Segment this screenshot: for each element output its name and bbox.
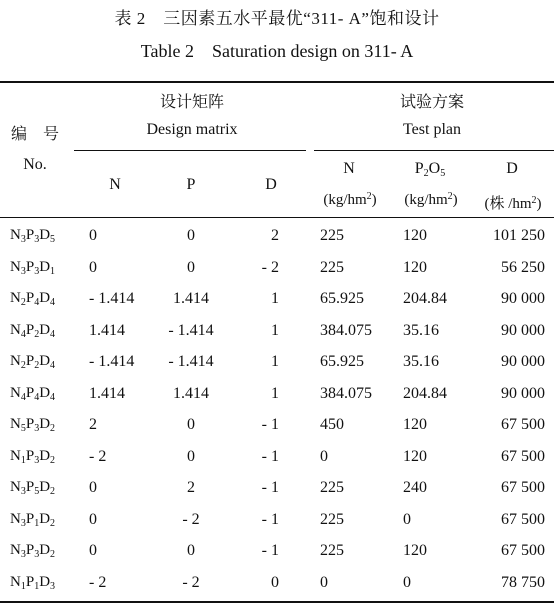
row-code-level: 3	[34, 549, 40, 560]
row-code-letter: D	[39, 416, 51, 432]
row-code	[10, 385, 55, 402]
cell-plan-p2o5: 120	[403, 542, 427, 559]
row-code-letter: N	[10, 258, 21, 275]
row-code-letter: P	[25, 573, 35, 590]
row-code-level: 3	[20, 549, 26, 560]
cell-matrix-d: 2	[271, 227, 279, 244]
row-code-level: 3	[34, 265, 40, 277]
cell-matrix-p: 0	[187, 227, 195, 244]
row-code-letter: P	[25, 321, 35, 338]
row-code-letter: D	[39, 290, 51, 306]
cell-matrix-n: - 2	[89, 573, 107, 591]
cell-plan-p2o5: 120	[403, 227, 427, 244]
cell-matrix-n: 0	[89, 258, 97, 276]
cell-plan-n: 225	[320, 510, 344, 528]
header-plan-p2o5: $P_2O_5$	[414, 160, 446, 179]
row-code-letter: D	[39, 227, 51, 243]
cell-plan-d: 90 000	[501, 353, 545, 370]
row-code-letter: P	[25, 258, 35, 275]
unit-d: (株 $/hm^2$)	[484, 195, 542, 212]
row-code-level: 3	[50, 580, 56, 592]
row-code-letter: D	[39, 321, 51, 338]
row-code-level: 4	[34, 391, 40, 403]
row-code-letter: N	[10, 290, 21, 306]
row-code-letter: N	[10, 510, 21, 527]
cell-plan-n: 384.075	[320, 321, 372, 339]
row-code-letter: P	[25, 416, 35, 432]
header-no-en: No.	[23, 156, 47, 173]
header-no-zh: 编 号	[10, 126, 60, 143]
row-code-letter: N	[10, 321, 21, 338]
cell-plan-n: 65.925	[320, 290, 364, 307]
cell-plan-d: 101 250	[493, 227, 545, 244]
cell-plan-d: 78 750	[501, 573, 545, 591]
cell-matrix-d: - 1	[261, 416, 279, 433]
row-code	[10, 448, 55, 465]
row-code-letter: D	[39, 258, 51, 275]
cell-matrix-p: 2	[187, 479, 195, 496]
cell-plan-n: 450	[320, 416, 344, 433]
unit-n: $(kg/hm^2)$	[323, 191, 377, 208]
table-caption-zh: 表 2 三因素五水平最优“311- A”饱和设计	[114, 9, 440, 28]
row-code-level: 3	[34, 423, 40, 434]
cell-plan-p2o5: 120	[403, 416, 427, 433]
row-code-level: 1	[20, 580, 26, 592]
cell-plan-d: 67 500	[501, 510, 545, 528]
cell-plan-n: 225	[320, 227, 344, 244]
plan-underline	[314, 150, 554, 151]
cell-plan-n: 0	[320, 573, 328, 591]
cell-plan-d: 67 500	[501, 447, 545, 465]
row-code-letter: N	[10, 542, 21, 558]
row-code-level: 5	[20, 423, 26, 434]
cell-plan-p2o5: 204.84	[403, 384, 447, 402]
cell-matrix-d: 1	[271, 384, 279, 402]
cell-plan-p2o5: 120	[403, 447, 427, 465]
row-code-letter: P	[25, 384, 35, 401]
table-caption-en: Table 2 Saturation design on 311- A	[140, 41, 414, 61]
header-matrix-en: Design matrix	[146, 121, 238, 138]
cell-plan-n: 225	[320, 479, 344, 496]
cell-plan-n: 225	[320, 258, 344, 276]
row-code-level: 4	[20, 391, 26, 403]
cell-matrix-n: - 2	[89, 447, 107, 465]
row-code-level: 2	[34, 360, 40, 371]
row-code-level: 5	[34, 486, 40, 497]
row-code-level: 2	[20, 360, 26, 371]
cell-plan-p2o5: 120	[403, 258, 427, 276]
cell-plan-d: 90 000	[501, 321, 545, 339]
row-code-letter: P	[25, 290, 35, 306]
row-code-level: 1	[34, 517, 40, 529]
bottom-rule	[0, 601, 554, 603]
cell-matrix-d: 1	[271, 321, 279, 339]
cell-matrix-n: 0	[89, 510, 97, 528]
row-code-level: 1	[50, 265, 56, 277]
row-code-level: 2	[50, 486, 56, 497]
row-code-level: 3	[20, 517, 26, 529]
row-code-level: 2	[50, 517, 56, 529]
cell-matrix-p: 0	[187, 258, 195, 276]
row-code-letter: N	[10, 353, 21, 369]
row-code	[10, 574, 55, 591]
row-code	[10, 259, 55, 276]
row-code-level: 4	[50, 328, 56, 340]
cell-plan-d: 67 500	[501, 542, 545, 559]
cell-plan-n: 225	[320, 542, 344, 559]
row-code-letter: N	[10, 227, 21, 243]
unit-p2o5: $(kg/hm^2)$	[404, 191, 458, 208]
row-code-level: 4	[34, 297, 40, 308]
row-code	[10, 227, 55, 244]
header-plan-zh: 试验方案	[399, 94, 465, 111]
cell-plan-d: 67 500	[501, 416, 545, 433]
cell-matrix-p: 0	[187, 542, 195, 559]
cell-plan-p2o5: 240	[403, 479, 427, 496]
cell-plan-n: 384.075	[320, 384, 372, 402]
cell-matrix-n: 0	[89, 542, 97, 559]
cell-matrix-p: 0	[187, 447, 195, 465]
cell-matrix-d: 1	[271, 353, 279, 370]
row-code-level: 4	[50, 297, 56, 308]
row-code-level: 3	[20, 265, 26, 277]
row-code-letter: N	[10, 479, 21, 495]
row-code	[10, 511, 55, 528]
cell-plan-n: 0	[320, 447, 328, 465]
cell-matrix-n: 0	[89, 227, 97, 244]
row-code-letter: D	[39, 353, 51, 369]
cell-matrix-n: - 1.414	[89, 353, 135, 370]
cell-matrix-n: 1.414	[89, 321, 125, 339]
cell-plan-p2o5: 35.16	[403, 353, 439, 370]
row-code-level: 2	[50, 549, 56, 560]
cell-plan-d: 56 250	[501, 258, 545, 276]
header-plan-d: D	[506, 160, 518, 177]
row-code	[10, 322, 55, 339]
row-code-letter: D	[39, 510, 51, 527]
row-code-letter: N	[10, 416, 21, 432]
row-code-letter: N	[10, 573, 21, 590]
cell-plan-p2o5: 35.16	[403, 321, 439, 339]
row-code-letter: D	[39, 384, 51, 401]
cell-matrix-d: - 1	[261, 479, 279, 496]
row-code-letter: P	[25, 353, 35, 369]
cell-matrix-n: 1.414	[89, 384, 125, 402]
row-code-letter: D	[39, 573, 51, 590]
row-code-level: 1	[20, 454, 26, 466]
cell-matrix-p: - 2	[182, 510, 200, 528]
cell-plan-d: 67 500	[501, 479, 545, 496]
cell-matrix-p: 1.414	[173, 290, 209, 307]
cell-plan-p2o5: 204.84	[403, 290, 447, 307]
cell-matrix-p: - 1.414	[168, 353, 214, 370]
row-code	[10, 290, 55, 307]
cell-plan-d: 90 000	[501, 290, 545, 307]
row-code-level: 3	[20, 234, 26, 245]
row-code-letter: N	[10, 384, 21, 401]
row-code-level: 2	[50, 423, 56, 434]
row-code-level: 5	[50, 234, 56, 245]
header-plan-en: Test plan	[403, 121, 461, 138]
header-col-p: P	[186, 176, 196, 193]
cell-matrix-n: 2	[89, 416, 97, 433]
cell-matrix-n: 0	[89, 479, 97, 496]
row-code-letter: N	[10, 447, 21, 464]
row-code-level: 2	[50, 454, 56, 466]
header-plan-n: N	[343, 160, 355, 177]
row-code-level: 3	[34, 234, 40, 245]
row-code-letter: P	[25, 479, 35, 495]
row-code-level: 1	[34, 580, 40, 592]
cell-matrix-d: - 1	[261, 447, 279, 465]
cell-matrix-p: - 2	[182, 573, 200, 591]
cell-matrix-d: 1	[271, 290, 279, 307]
cell-matrix-d: - 2	[261, 258, 279, 276]
cell-matrix-p: 0	[187, 416, 195, 433]
row-code-level: 2	[34, 328, 40, 340]
cell-plan-p2o5: 0	[403, 510, 411, 528]
top-rule	[0, 81, 554, 83]
row-code	[10, 353, 55, 370]
row-code-level: 4	[50, 360, 56, 371]
row-code-letter: D	[39, 479, 51, 495]
row-code-letter: P	[25, 227, 35, 243]
row-code-letter: P	[25, 542, 35, 558]
row-code	[10, 479, 55, 496]
row-code-level: 3	[20, 486, 26, 497]
row-code-level: 4	[20, 328, 26, 340]
row-code-level: 3	[34, 454, 40, 466]
row-code-letter: P	[25, 510, 35, 527]
cell-plan-p2o5: 0	[403, 573, 411, 591]
header-rule	[0, 217, 554, 218]
row-code-letter: D	[39, 447, 51, 464]
header-col-n: N	[109, 176, 121, 193]
cell-plan-d: 90 000	[501, 384, 545, 402]
matrix-underline	[74, 150, 306, 151]
cell-matrix-n: - 1.414	[89, 290, 135, 307]
cell-matrix-d: - 1	[261, 542, 279, 559]
header-matrix-zh: 设计矩阵	[159, 94, 225, 111]
row-code-level: 2	[20, 297, 26, 308]
row-code-level: 4	[50, 391, 56, 403]
cell-matrix-p: 1.414	[173, 384, 209, 402]
row-code-letter: P	[25, 447, 35, 464]
row-code	[10, 416, 55, 433]
cell-matrix-p: - 1.414	[168, 321, 214, 339]
header-col-d: D	[265, 176, 277, 193]
cell-matrix-d: 0	[271, 573, 279, 591]
row-code-letter: D	[39, 542, 51, 558]
cell-matrix-d: - 1	[261, 510, 279, 528]
cell-plan-n: 65.925	[320, 353, 364, 370]
row-code	[10, 542, 55, 559]
